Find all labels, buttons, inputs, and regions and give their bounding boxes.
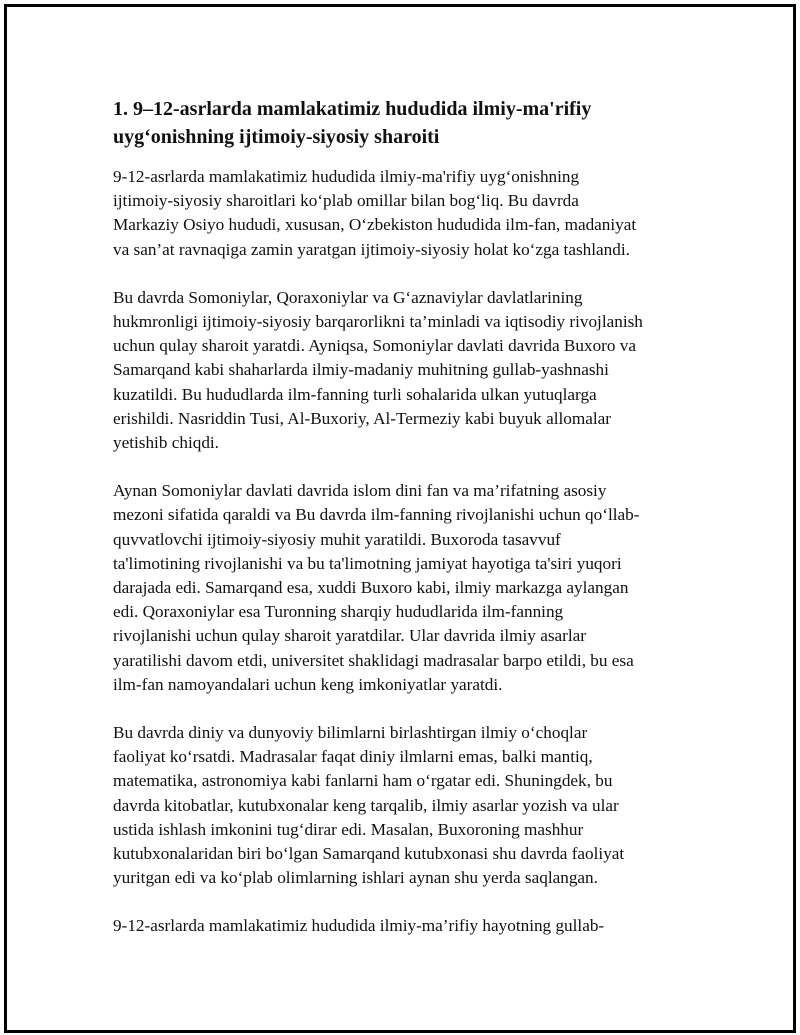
text-line: ilm-fan namoyandalari uchun keng imkoniyatlar yaratdi.: [113, 674, 503, 694]
text-line: ustida ishlash imkonini tug‘dirar edi. Masalan, Buxoroning mashhur: [113, 819, 584, 839]
text-line: rivojlanishi uchun qulay sharoit yaratdilar. Ular davrida ilmiy asarlar: [113, 626, 586, 646]
paragraph-4: [113, 721, 693, 890]
text-line: ijtimoiy-siyosiy sharoitlari ko‘plab omillar bilan bog‘liq. Bu davrda: [113, 191, 579, 211]
text-line: yaratilishi davom etdi, universitet shaklidagi madrasalar barpo etildi, bu esa: [113, 650, 634, 670]
text-line: darajada edi. Samarqand esa, xuddi Buxoro kabi, ilmiy markazga aylangan: [113, 578, 629, 598]
text-line: 9-12-asrlarda mamlakatimiz hududida ilmiy-ma'rifiy uyg‘onishning: [113, 167, 580, 186]
paragraph-2: [113, 286, 693, 455]
text-line: erishildi. Nasriddin Tusi, Al-Buxoriy, Al-Termeziy kabi buyuk allomalar: [113, 408, 611, 428]
text-line: 9-12-asrlarda mamlakatimiz hududida ilmiy-ma’rifiy hayotning gullab-: [113, 916, 605, 936]
text-line: ta'limotining rivojlanishi va bu ta'limotning jamiyat hayotiga ta'siri yuqori: [113, 553, 622, 573]
heading-line: uyg‘onishning ijtimoiy-siyosiy sharoiti: [113, 126, 440, 148]
document-body: [113, 95, 693, 963]
paragraph-5: [113, 914, 693, 938]
text-line: va san’at ravnaqiga zamin yaratgan ijtimoiy-siyosiy holat ko‘zga tashlandi.: [113, 239, 630, 259]
text-line: quvvatlovchi ijtimoiy-siyosiy muhit yaratildi. Buxoroda tasavvuf: [113, 529, 561, 549]
text-line: matematika, astronomiya kabi fanlarni ham o‘rgatar edi. Shuningdek, bu: [113, 771, 613, 791]
text-line: Markaziy Osiyo hududi, xususan, O‘zbekiston hududida ilm-fan, madaniyat: [113, 215, 637, 235]
text-line: kuzatildi. Bu hududlarda ilm-fanning turli sohalarida ulkan yutuqlarga: [113, 384, 597, 404]
section-heading: [113, 95, 693, 151]
text-line: yuritgan edi va ko‘plab olimlarning ishlari aynan shu yerda saqlangan.: [113, 868, 598, 888]
text-line: hukmronligi ijtimoiy-siyosiy barqarorlikni ta’minladi va iqtisodiy rivojlanish: [113, 312, 643, 332]
text-line: Bu davrda Somoniylar, Qoraxoniylar va G‘aznaviylar davlatlarining: [113, 287, 583, 307]
heading-line: 1. 9–12-asrlarda mamlakatimiz hududida ilmiy-ma'rifiy: [113, 98, 592, 120]
text-line: davrda kitobatlar, kutubxonalar keng tarqalib, ilmiy asarlar yozish va ular: [113, 795, 619, 815]
text-line: mezoni sifatida qaraldi va Bu davrda ilm-fanning rivojlanishi uchun qo‘llab-: [113, 505, 640, 525]
text-line: edi. Qoraxoniylar esa Turonning sharqiy hududlarida ilm-fanning: [113, 602, 564, 622]
text-line: faoliyat ko‘rsatdi. Madrasalar faqat diniy ilmlarni emas, balki mantiq,: [113, 747, 593, 767]
text-line: uchun qulay sharoit yaratdi. Ayniqsa, Somoniylar davlati davrida Buxoro va: [113, 336, 637, 356]
text-line: Samarqand kabi shaharlarda ilmiy-madaniy muhitning gullab-yashnashi: [113, 360, 609, 380]
text-line: Aynan Somoniylar davlati davrida islom dini fan va ma’rifatning asosiy: [113, 481, 607, 501]
text-line: Bu davrda diniy va dunyoviy bilimlarni birlashtirgan ilmiy o‘choqlar: [113, 723, 588, 743]
text-line: kutubxonalaridan biri bo‘lgan Samarqand kutubxonasi shu davrda faoliyat: [113, 844, 625, 864]
paragraph-1: [113, 165, 693, 262]
text-line: yetishib chiqdi.: [113, 433, 219, 453]
paragraph-3: [113, 479, 693, 697]
